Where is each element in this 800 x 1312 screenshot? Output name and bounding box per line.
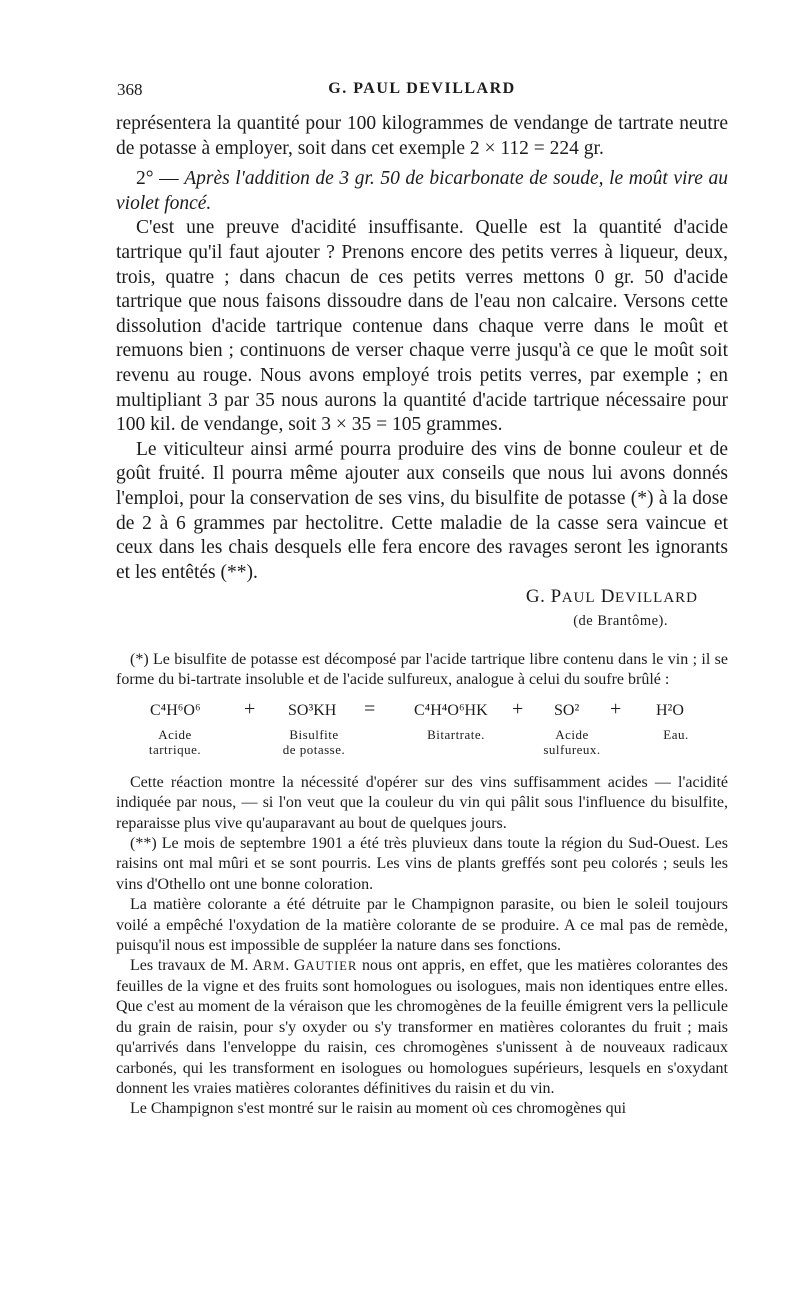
footnotes <box>116 650 728 1120</box>
footnote-2-champignon: Le Champignon s'est montré sur le raisin au moment où ces chromogènes qui <box>130 1100 627 1118</box>
equation-term-water: H²O <box>656 701 684 719</box>
footnote-2: (**) Le mois de septembre 1901 a été très pluvieux dans toute la région du Sud-Ouest. Les raisins ont mal mûri et se sont pourris. Les vins de plants greffés sont peu colorés ; seuls les vins d'Othello ont une bonne coloration. <box>116 835 728 893</box>
main-text <box>116 112 728 631</box>
equation-plus: + <box>512 697 524 720</box>
caption-water: Eau. <box>663 726 689 742</box>
page-header <box>117 80 727 104</box>
equation-equals: = <box>364 697 376 720</box>
signature <box>116 585 728 631</box>
paragraph-acidity: C'est une preuve d'acidité insuffisante. Quelle est la quantité d'acide tartrique qu'il faut ajouter ? Prenons encore des petits verres à liqueur, deux, trois, quatre ; dans chacun de ces petits verres mettons 0 gr. 50 d'acide tartrique que nous faisons dissoudre dans de l'eau non calcaire. Versons cette dissolution d'acide tartrique contenue dans chaque verre dans le moût et remuons bien ; continuons de verser chaque verre jusqu'à ce que le moût soit revenu au rouge. Nous avons employé trois petits verres, par exemple ; en multipliant 3 par 35 nous aurons la quantité d'acide tartrique nécessaire pour 100 kil. de vendange, soit 3 × 35 = 105 grammes. <box>116 217 728 436</box>
step-description: Après l'addition de 3 gr. 50 de bicarbonate de soude, le moût vire au violet foncé. <box>116 168 728 214</box>
page-number: 368 <box>117 80 143 99</box>
author-signature: G. PAUL DEVILLARD <box>525 586 698 608</box>
paragraph-conclusion: Le viticulteur ainsi armé pourra produire des vins de bonne couleur et de goût fruité. Il pourra même ajouter aux conseils que nous lui avons donnés l'emploi, pour la conservation de ses vins, du bisulfite de potasse (*) à la dose de 2 à 6 grammes par hectolitre. Cette maladie de la casse sera vaincue et ceux dans les chais desquels elle fera encore des ravages seront les ignorants et les entêtés (**). <box>116 438 728 583</box>
paragraph-continuation: représentera la quantité pour 100 kilogrammes de vendange de tartrate neutre de potasse à employer, soit dans cet exemple 2 × 112 = 224 gr. <box>116 113 728 159</box>
equation-term-tartaric-acid: C⁴H⁶O⁶ <box>150 701 201 719</box>
equation-term-bitartrate: C⁴H⁴O⁶HK <box>414 701 488 719</box>
step-number: 2° — <box>136 168 185 190</box>
footnote-2-colouring: La matière colorante a été détruite par le Champignon parasite, ou bien le soleil toujours voilé a empêché l'oxydation de la matière colorante de se produire. A ce mal pas de remède, puisqu'il nous est impossible de suppléer la nature dans ses fonctions. <box>116 896 728 955</box>
footnote-2-gautier: Les travaux de M. ARM. GAUTIER nous ont appris, en effet, que les matières colorantes des feuilles de la vigne et des fruits sont homologues ou isologues, mais non identiques entre elles. Que c'est au moment de la véraison que les chromogènes de la feuille émigrent vers la pellicule du grain de raisin, pour s'y oxyder ou s'y transformer en matières colorantes du fruit ; mais qu'arrivés dans l'enveloppe du raisin, ces chromogènes s'unissent à de nouveaux radicaux carbonés, qui les transforment en isologues ou homologues supérieurs, lesquels en s'oxydant donnent les vraies matières colorantes définitives du raisin et du vin. <box>116 957 729 1097</box>
equation-term-so2: SO² <box>554 701 580 719</box>
paragraph-step-2 <box>116 167 728 216</box>
equation-plus: + <box>610 697 622 720</box>
footnote-1: (*) Le bisulfite de potasse est décomposé par l'acide tartrique libre contenu dans le vin ; il se forme du bi-tartrate insoluble et de l'acide sulfureux, analogue à celui du soufre brûlé : <box>116 651 728 689</box>
equation-term-bisulfite: SO³KH <box>288 701 337 719</box>
author-place: (de Brantôme). <box>573 612 668 629</box>
caption-bitartrate: Bitartrate. <box>427 726 485 742</box>
footnote-1-reaction: Cette réaction montre la nécessité d'opérer sur des vins suffisamment acides — l'acidité indiquée par nous, — si l'on veut que la couleur du vin qui pâlit sous l'influence du bisulfite, reparaisse plus vive qu'auparavant au bout de quelques jours. <box>116 773 728 832</box>
caption-tartaric-acid: Acide tartrique. <box>148 726 202 757</box>
running-title: G. PAUL DEVILLARD <box>328 80 516 97</box>
caption-sulfurous-acid: Acide sulfureux. <box>543 726 601 757</box>
equation-plus: + <box>244 697 256 720</box>
caption-bisulfite: Bisulfite de potasse. <box>282 726 346 757</box>
chemical-equation <box>116 697 728 765</box>
